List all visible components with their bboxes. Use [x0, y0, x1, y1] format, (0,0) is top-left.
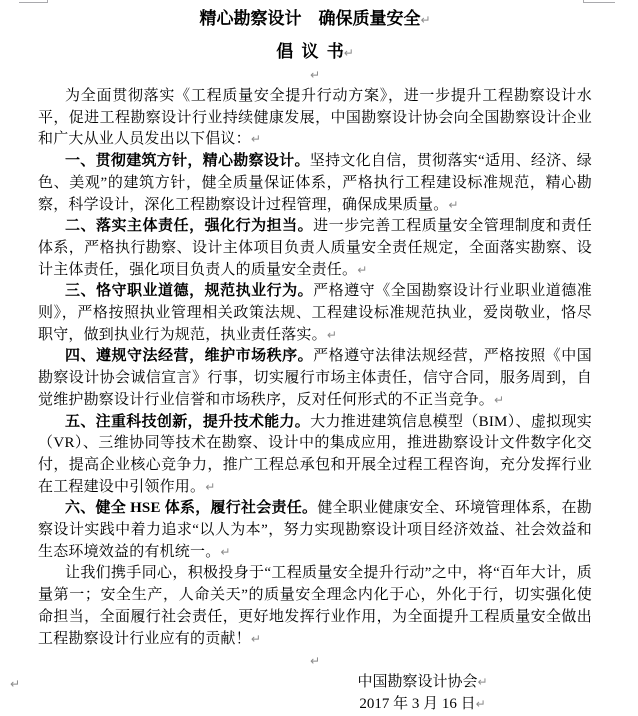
paragraph-mark: ↵ — [205, 479, 216, 494]
intro-text: 为全面贯彻落实《工程质量安全提升行动方案》，进一步提升工程勘察设计水平，促进工程勘察设计行业持续健康发展，中国勘察设计协会向全国勘察设计企业和广大从业人员发出以下倡议： — [38, 88, 592, 148]
paragraph-mark: ↵ — [448, 197, 459, 212]
paragraph-mark: ↵ — [250, 132, 262, 147]
signature-date: 2017 年 3 月 16 日 — [359, 695, 476, 712]
document-title-text: 精心勘察设计 确保质量安全 — [199, 9, 421, 28]
item-body: 进一步完善工程质量安全管理制度和责任体系，严格执行勘察、设计主体项目负责人质量安全责任规定，全面落实勘察、设计主体责任，强化项目负责人的质量安全责任。 — [38, 218, 593, 278]
intro-paragraph — [38, 86, 592, 151]
paragraph-mark: ↵ — [220, 544, 231, 559]
paragraph-mark: ↵ — [343, 46, 354, 60]
paragraph-mark: ↵ — [420, 13, 431, 27]
paragraph-mark-final: ↵ — [10, 677, 21, 691]
document-title — [38, 8, 592, 31]
item-body: 坚持文化自信，贯彻落实“适用、经济、绿色、美观”的建筑方针，健全质量保证体系，严格执行工程建设标准规范，精心勘察，科学设计，深化工程勘察设计过程管理，确保成果质量。 — [38, 153, 593, 213]
signature-block — [348, 672, 497, 715]
empty-paragraph — [38, 650, 592, 672]
document-subtitle — [38, 41, 592, 64]
item-heading: 四、遵规守法经营，维护市场秩序。 — [65, 348, 314, 365]
initiative-item-1 — [38, 151, 592, 216]
paragraph-mark: ↵ — [477, 675, 488, 690]
initiative-item-5 — [38, 412, 592, 499]
initiative-item-6 — [38, 498, 592, 563]
paragraph-mark: ↵ — [326, 327, 338, 342]
item-body: 健全职业健康安全、环境管理体系，在勘察设计实践中着力追求“以人为本”，努力实现勘察设计项目经济效益、社会效益和生态环境效益的有机统一。 — [38, 500, 592, 560]
initiative-item-3 — [38, 281, 592, 346]
paragraph-mark: ↵ — [309, 68, 321, 82]
initiative-item-2 — [38, 216, 592, 281]
paragraph-mark: ↵ — [475, 696, 486, 711]
closing-text: 让我们携手同心，积极投身于“工程质量安全提升行动”之中，将“百年大计，质量第一；安全生产，人命关天”的质量安全理念内化于心，外化于行，切实强化使命担当，全面履行社会责任，更好地发挥行业作用，为全面提升工程质量安全做出工程勘察设计行业应有的贡献！ — [38, 565, 592, 647]
item-body: 严格遵守《全国勘察设计行业职业道德准则》，严格按照执业管理相关政策法规、工程建设标准规范执业，爱岗敬业，恪尽职守，做到执业行为规范，执业责任落实。 — [38, 283, 593, 343]
item-heading: 六、健全 HSE 体系，履行社会责任。 — [65, 500, 318, 517]
closing-paragraph — [38, 563, 592, 650]
margin-mark-left-vertical — [47, 0, 48, 3]
paragraph-mark: ↵ — [250, 631, 262, 646]
item-heading: 二、落实主体责任，强化行为担当。 — [65, 218, 314, 235]
margin-mark-right-vertical — [583, 0, 584, 3]
margin-mark-left-horizontal — [19, 2, 48, 3]
margin-mark-right-horizontal — [583, 2, 615, 3]
signature-org-line — [348, 672, 497, 694]
signature-date-line — [348, 694, 497, 716]
item-body: 严格遵守法律法规经营，严格按照《中国勘察设计协会诚信宣言》行事，切实履行市场主体责任，信守合同，服务周到，自觉维护勘察设计行业信誉和市场秩序，反对任何形式的不正当竞争。 — [38, 348, 593, 408]
item-body: 大力推进建筑信息模型（BIM）、虚拟现实（VR）、三维协同等技术在勘察、设计中的集成应用，推进勘察设计文件数字化交付，提高企业核心竞争力，推广工程总承包和开展全过程工程咨询，充分发挥行业在工程建设中引领作用。 — [38, 413, 593, 495]
signature-org: 中国勘察设计协会 — [357, 674, 478, 691]
item-heading: 一、贯彻建筑方针，精心勘察设计。 — [65, 153, 310, 170]
paragraph-mark: ↵ — [357, 262, 368, 277]
item-heading: 五、注重科技创新，提升技术能力。 — [65, 413, 311, 430]
document-subtitle-text: 倡 议 书 — [276, 42, 344, 61]
paragraph-mark: ↵ — [309, 654, 321, 669]
item-heading: 三、恪守职业道德，规范执业行为。 — [65, 283, 314, 300]
empty-paragraph — [38, 64, 592, 86]
initiative-item-4 — [38, 346, 592, 411]
paragraph-mark: ↵ — [494, 392, 505, 407]
